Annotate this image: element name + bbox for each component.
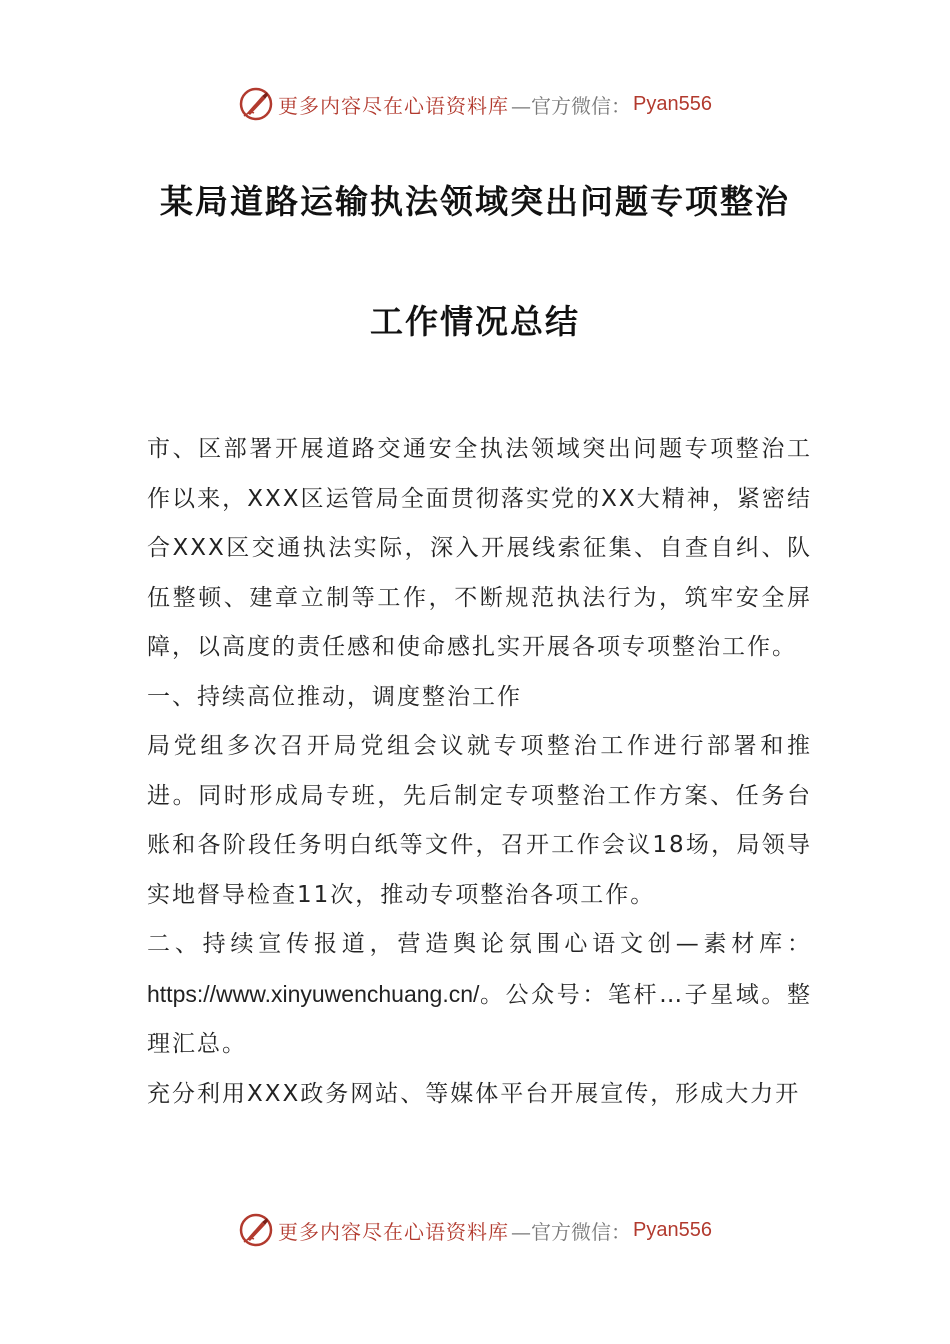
- section-2-heading-text: 二、持续宣传报道，营造舆论氛围心语文创—素材库：: [147, 931, 812, 957]
- source-url-link[interactable]: https://www.xinyuwenchuang.cn/: [147, 980, 480, 1007]
- document-title-line-2: 工作情况总结: [370, 302, 580, 341]
- section-2-paragraph: 充分利用XXX政务网站、等媒体平台开展宣传，形成大力开: [147, 1080, 801, 1107]
- quill-logo-icon: [238, 1212, 274, 1248]
- section-1-paragraph: 局党组多次召开局党组会议就专项整治工作进行部署和推进。同时形成局专班，先后制定专项整治工作方案、任务台账和各阶段任务明白纸等文件，召开工作会议18场，局领导实地督导检查11次，推动专项整治各项工作。: [147, 733, 812, 908]
- quill-logo-icon: [238, 86, 274, 122]
- banner-official-text: —官方微信：: [511, 1219, 632, 1244]
- footer-watermark: [0, 1210, 950, 1250]
- document-body: [147, 425, 812, 1119]
- section-2-heading: [147, 920, 812, 1070]
- section-2-heading-tail: 。公众号：笔杆…子星域。整理汇总。: [147, 981, 812, 1057]
- banner-official-text: —官方微信：: [511, 93, 632, 118]
- section-1-heading: 一、持续高位推动，调度整治工作: [147, 683, 522, 710]
- header-watermark: [0, 84, 950, 124]
- banner-brand-text: 更多内容尽在心语资料库: [278, 93, 510, 118]
- banner-wechat-handle: Pyan556: [633, 92, 712, 115]
- intro-paragraph: 市、区部署开展道路交通安全执法领域突出问题专项整治工作以来，XXX区运管局全面贯彻落实党的XX大精神，紧密结合XXX区交通执法实际，深入开展线索征集、自查自纠、队伍整顿、建章立制等工作，不断规范执法行为，筑牢安全屏障，以高度的责任感和使命感扎实开展各项专项整治工作。: [147, 436, 812, 660]
- banner-brand-text: 更多内容尽在心语资料库: [278, 1219, 510, 1244]
- banner-wechat-handle: Pyan556: [633, 1218, 712, 1241]
- document-title-line-1: 某局道路运输执法领域突出问题专项整治: [160, 182, 790, 221]
